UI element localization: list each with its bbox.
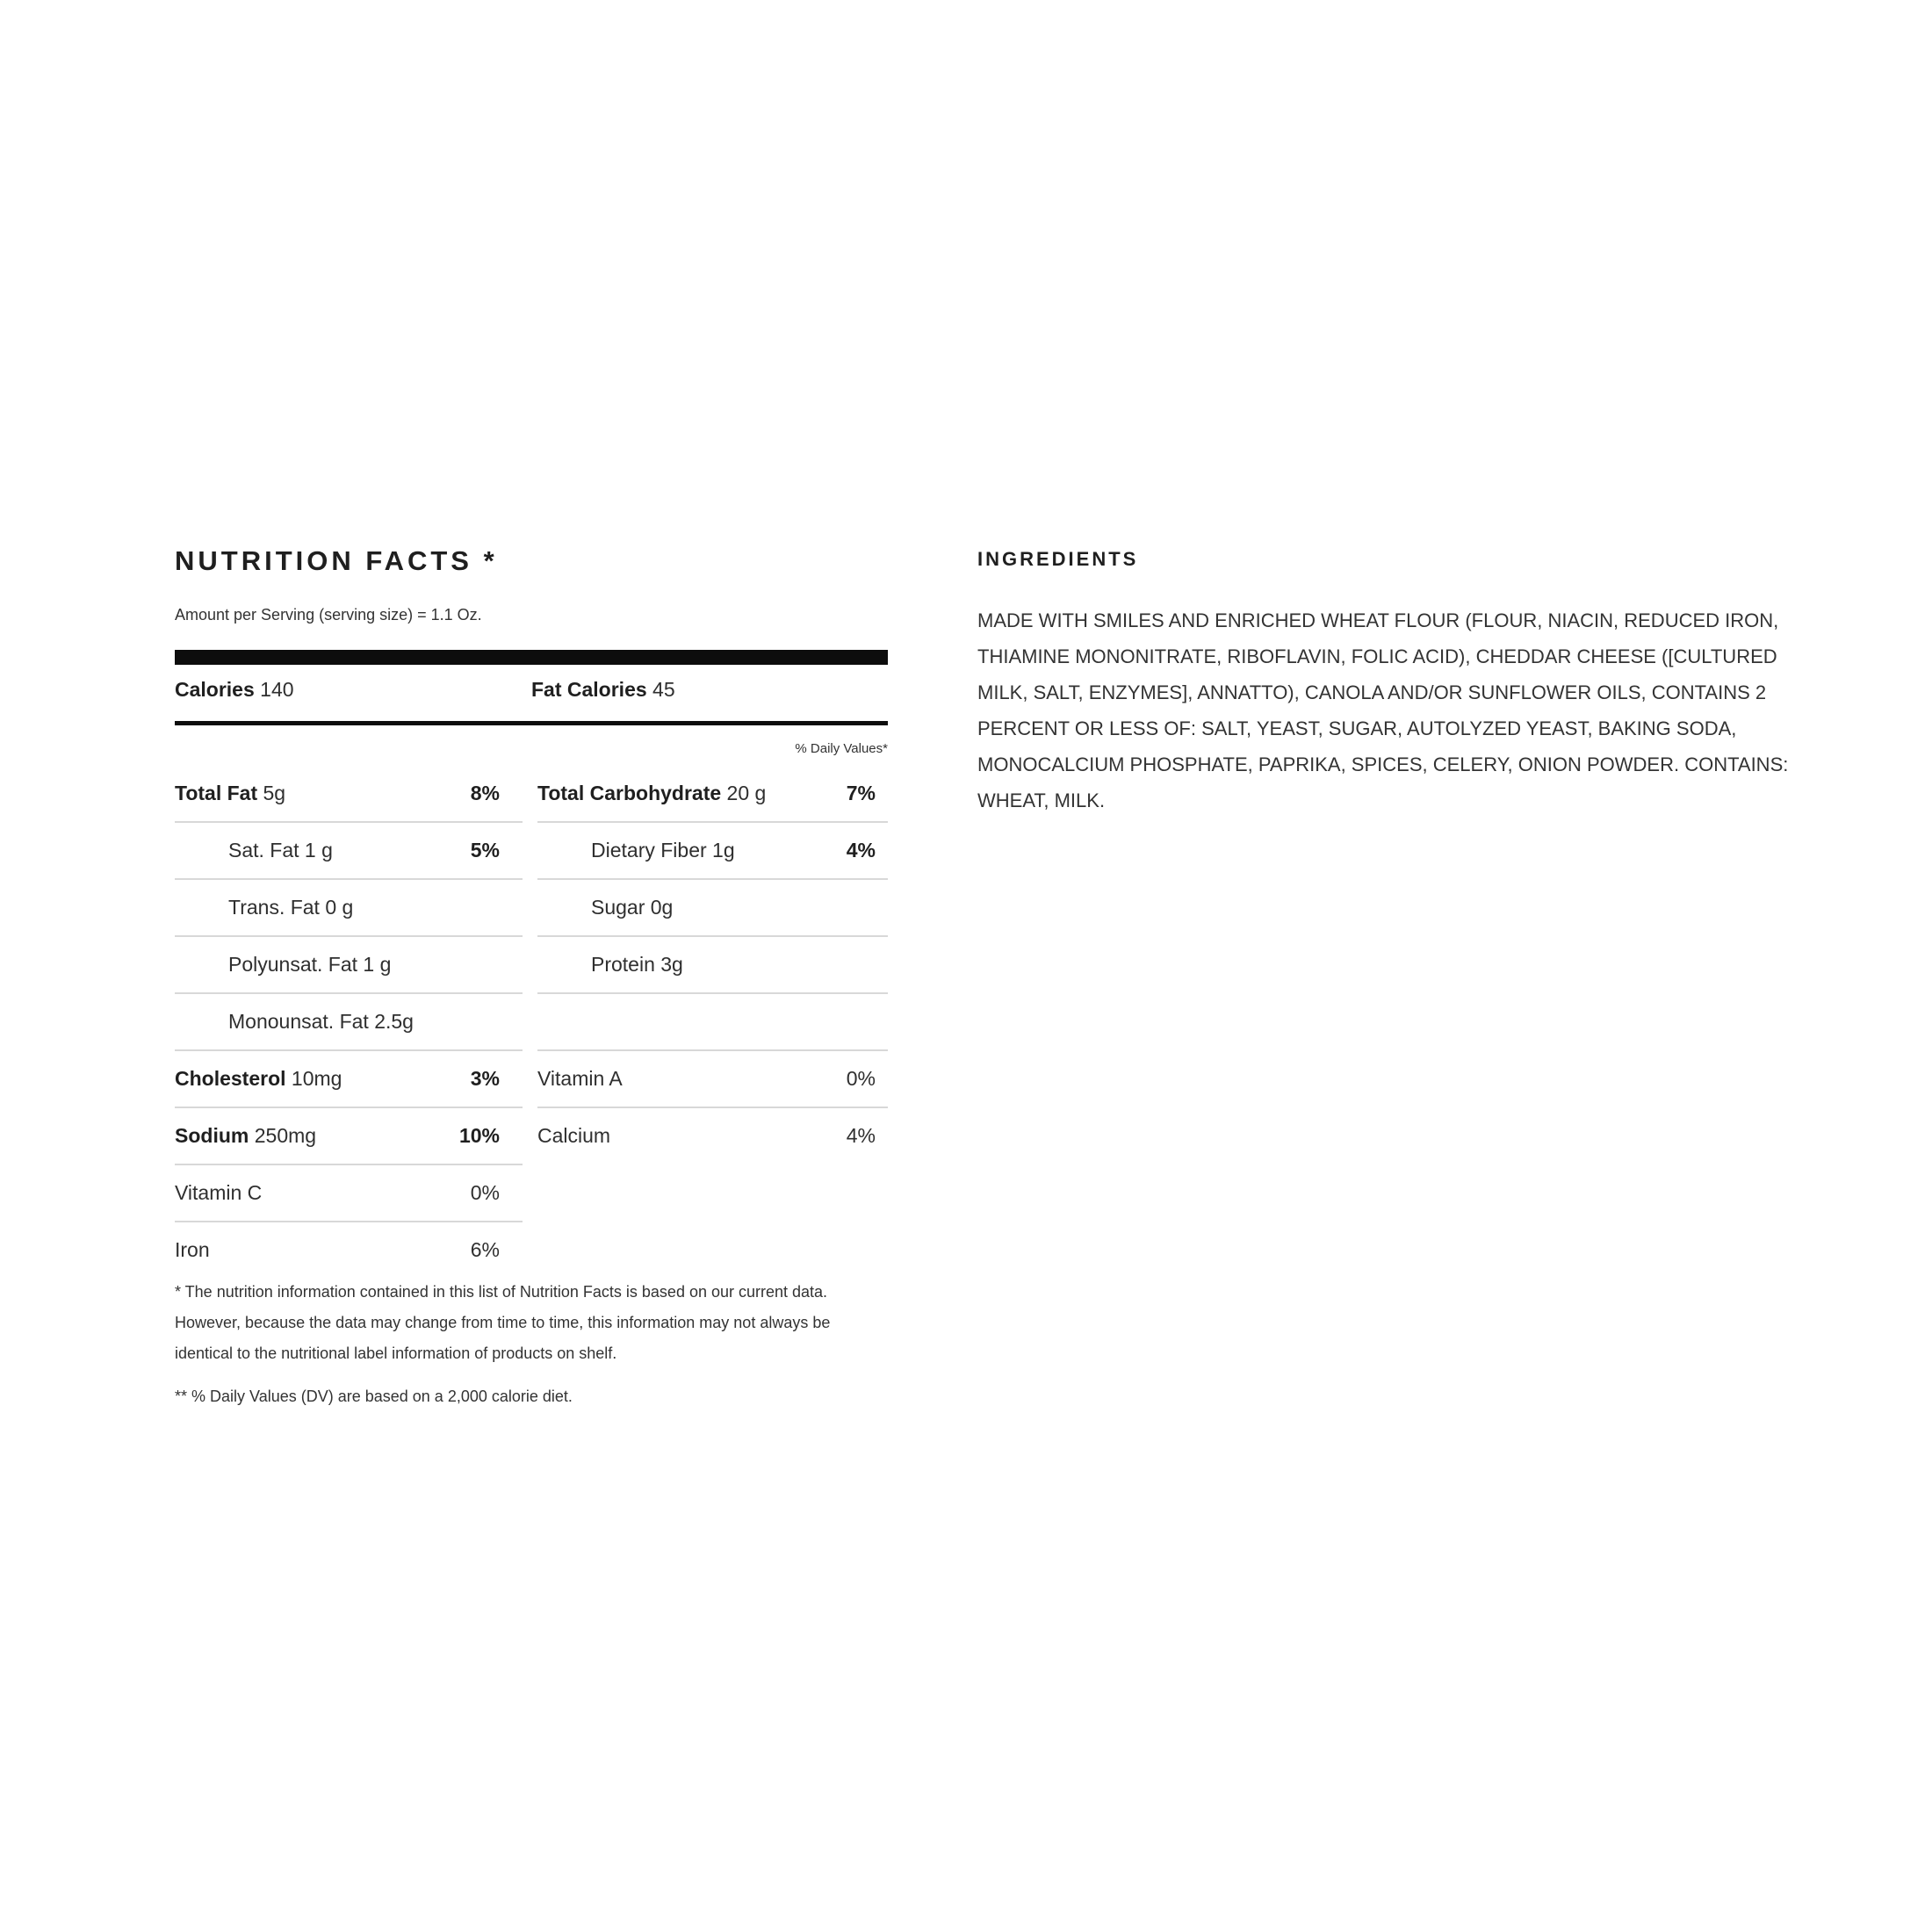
nutrient-dv: 3% — [470, 1067, 500, 1090]
nutrient-label: Cholesterol — [175, 1067, 286, 1090]
nutrient-row-empty — [537, 994, 888, 1051]
nutrients-right-column — [537, 766, 888, 1164]
nutrient-label: Sodium — [175, 1124, 249, 1147]
nutrient-row-vitamin-a — [537, 1051, 888, 1108]
fat-calories-label: Fat Calories — [531, 678, 647, 701]
nutrient-label: Calcium — [537, 1124, 611, 1147]
nutrient-label: Monounsat. Fat 2.5g — [228, 1010, 414, 1033]
nutrient-row-vitamin-c — [175, 1165, 523, 1222]
ingredients-text: MADE WITH SMILES AND ENRICHED WHEAT FLOUR (FLOUR, NIACIN, REDUCED IRON, THIAMINE MONONITRATE, RIBOFLAVIN, FOLIC ACID), CHEDDAR CHEESE ([CULTURED MILK, SALT, ENZYMES], ANNATTO), CANOLA AND/OR SUNFLOWER OILS, CONTAINS 2 PERCENT OR LESS OF: SALT, YEAST, SUGAR, AUTOLYZED YEAST, BAKING SODA, MONOCALCIUM PHOSPHATE, PAPRIKA, SPICES, CELERY, ONION POWDER. CONTAINS: WHEAT, MILK. — [977, 609, 1789, 811]
nutrient-dv: 0% — [470, 1181, 500, 1204]
nutrient-row-protein — [537, 937, 888, 994]
nutrition-footnote: * The nutrition information contained in this list of Nutrition Facts is based on our current data. However, because the data may change from time to time, this information may not always be identical to the nutritional label information of products on shelf. — [175, 1283, 831, 1362]
nutrient-amount: 5g — [263, 782, 286, 804]
nutrient-row-dietary-fiber — [537, 823, 888, 880]
calories — [175, 678, 294, 702]
nutrient-amount: 250mg — [254, 1124, 317, 1147]
daily-values-header: % Daily Values* — [795, 741, 888, 756]
nutrient-dv: 8% — [470, 782, 500, 804]
nutrient-row-monounsat-fat — [175, 994, 523, 1051]
calories-value: 140 — [260, 678, 294, 701]
daily-values-footnote: ** % Daily Values (DV) are based on a 2,000 calorie diet. — [175, 1388, 573, 1405]
serving-size: Amount per Serving (serving size) = 1.1 Oz. — [175, 606, 482, 624]
nutrient-row-total-fat — [175, 766, 523, 823]
ingredients-panel — [977, 546, 1794, 811]
nutrient-dv: 4% — [846, 839, 876, 861]
nutrient-dv: 4% — [846, 1124, 876, 1147]
nutrient-label: Total Carbohydrate — [537, 782, 722, 804]
nutrient-dv: 0% — [846, 1067, 876, 1090]
nutrient-row-trans-fat — [175, 880, 523, 937]
nutrients-left-column — [175, 766, 523, 1278]
nutrient-amount: 20 g — [726, 782, 767, 804]
nutrient-label: Protein 3g — [591, 953, 683, 976]
nutrient-label: Trans. Fat 0 g — [228, 896, 354, 919]
nutrient-dv: 7% — [846, 782, 876, 804]
ingredients-title: INGREDIENTS — [977, 548, 1139, 570]
nutrition-facts-panel — [175, 545, 888, 1405]
nutrient-amount: 10mg — [291, 1067, 342, 1090]
nutrient-row-total-carbohydrate — [537, 766, 888, 823]
calories-row — [175, 678, 888, 704]
nutrient-row-cholesterol — [175, 1051, 523, 1108]
nutrient-label: Dietary Fiber 1g — [591, 839, 735, 861]
nutrient-row-sat-fat — [175, 823, 523, 880]
nutrient-label: Iron — [175, 1238, 210, 1261]
nutrient-dv: 5% — [470, 839, 500, 861]
calories-label: Calories — [175, 678, 255, 701]
nutrient-row-iron — [175, 1222, 523, 1278]
nutrient-dv: 6% — [470, 1238, 500, 1261]
nutrient-row-sodium — [175, 1108, 523, 1165]
nutrient-dv: 10% — [458, 1124, 500, 1147]
thick-divider — [175, 650, 888, 665]
nutrient-row-calcium — [537, 1108, 888, 1164]
nutrient-label: Polyunsat. Fat 1 g — [228, 953, 392, 976]
nutrient-label: Vitamin A — [537, 1067, 623, 1090]
fat-calories — [531, 678, 675, 702]
nutrient-label: Vitamin C — [175, 1181, 263, 1204]
fat-calories-value: 45 — [652, 678, 675, 701]
nutrient-label: Sat. Fat 1 g — [228, 839, 333, 861]
nutrient-row-polyunsat-fat — [175, 937, 523, 994]
medium-divider — [175, 721, 888, 725]
nutrient-label: Total Fat — [175, 782, 258, 804]
nutrient-label: Sugar 0g — [591, 896, 674, 919]
nutrition-facts-title: NUTRITION FACTS * — [175, 545, 498, 576]
nutrient-row-sugar — [537, 880, 888, 937]
